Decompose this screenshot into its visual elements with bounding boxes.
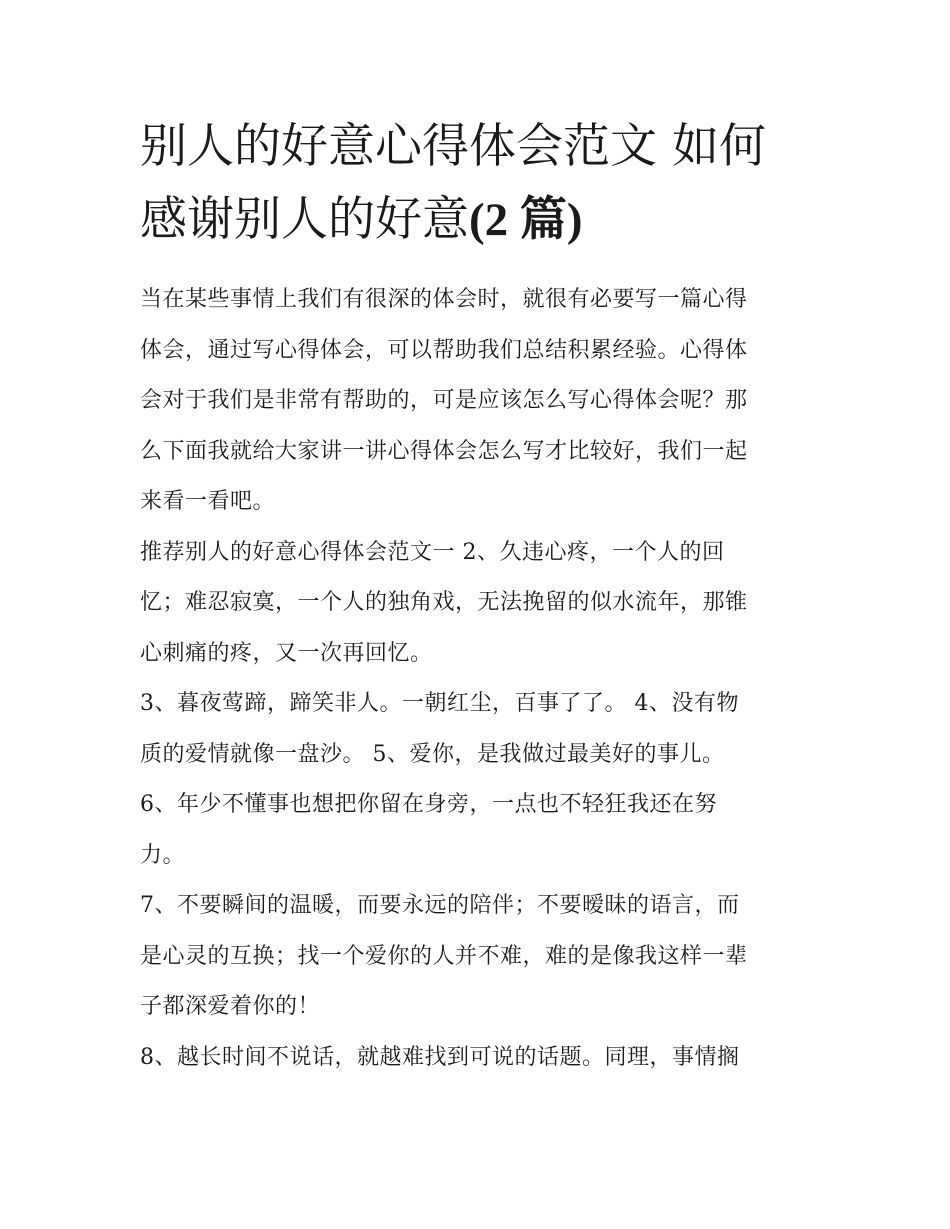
paragraph-line: 心刺痛的疼，又一次再回忆。 — [140, 640, 433, 666]
paragraph-line: 忆；难忍寂寞，一个人的独角戏，无法挽留的似水流年，那锥 — [140, 590, 748, 615]
paragraph-item-6 — [140, 780, 820, 881]
paragraph-line: 推荐别人的好意心得体会范文一 2、久违心疼，一个人的回 — [140, 539, 725, 565]
paragraph-line: 体会，通过写心得体会，可以帮助我们总结积累经验。心得体 — [140, 337, 748, 363]
paragraph-line: 是心灵的互换；找一个爱你的人并不难，难的是像我这样一辈 — [140, 943, 748, 969]
paragraph-line: 8、越长时间不说话，就越难找到可说的话题。同理，事情搁 — [140, 1044, 740, 1070]
paragraph-line: 来看一看吧。 — [140, 489, 276, 514]
document-page — [140, 110, 820, 1083]
title-line-2-text: 感谢别人的好意 — [140, 192, 469, 247]
page-title — [140, 110, 820, 257]
paragraph-line: 6、年少不懂事也想把你留在身旁，一点也不轻狂我还在努 — [140, 792, 717, 817]
paragraph-intro — [140, 275, 820, 528]
paragraph-line: 子都深爱着你的！ — [140, 994, 321, 1019]
paragraph-line: 力。 — [140, 842, 186, 868]
paragraph-line: 会对于我们是非常有帮助的，可是应该怎么写心得体会呢？那 — [140, 388, 748, 413]
paragraph-line: 7、不要瞬间的温暖，而要永远的陪伴；不要暧昧的语言，而 — [140, 893, 740, 918]
title-line-2 — [140, 183, 820, 257]
paragraph-item-3-5 — [140, 679, 820, 780]
paragraph-line: 么下面我就给大家讲一讲心得体会怎么写才比较好，我们一起 — [140, 438, 748, 464]
title-line-1: 别人的好意心得体会范文 如何 — [140, 119, 766, 174]
paragraph-line: 当在某些事情上我们有很深的体会时，就很有必要写一篇心得 — [140, 287, 748, 312]
paragraph-line: 3、暮夜莺蹄，蹄笑非人。一朝红尘，百事了了。 4、没有物 — [140, 691, 739, 716]
paragraph-item-7 — [140, 881, 820, 1033]
title-count: (2 篇) — [469, 194, 583, 246]
paragraph-item-8 — [140, 1033, 820, 1084]
paragraph-line: 质的爱情就像一盘沙。 5、爱你，是我做过最美好的事儿。 — [140, 741, 725, 767]
paragraph-item-2 — [140, 528, 820, 680]
